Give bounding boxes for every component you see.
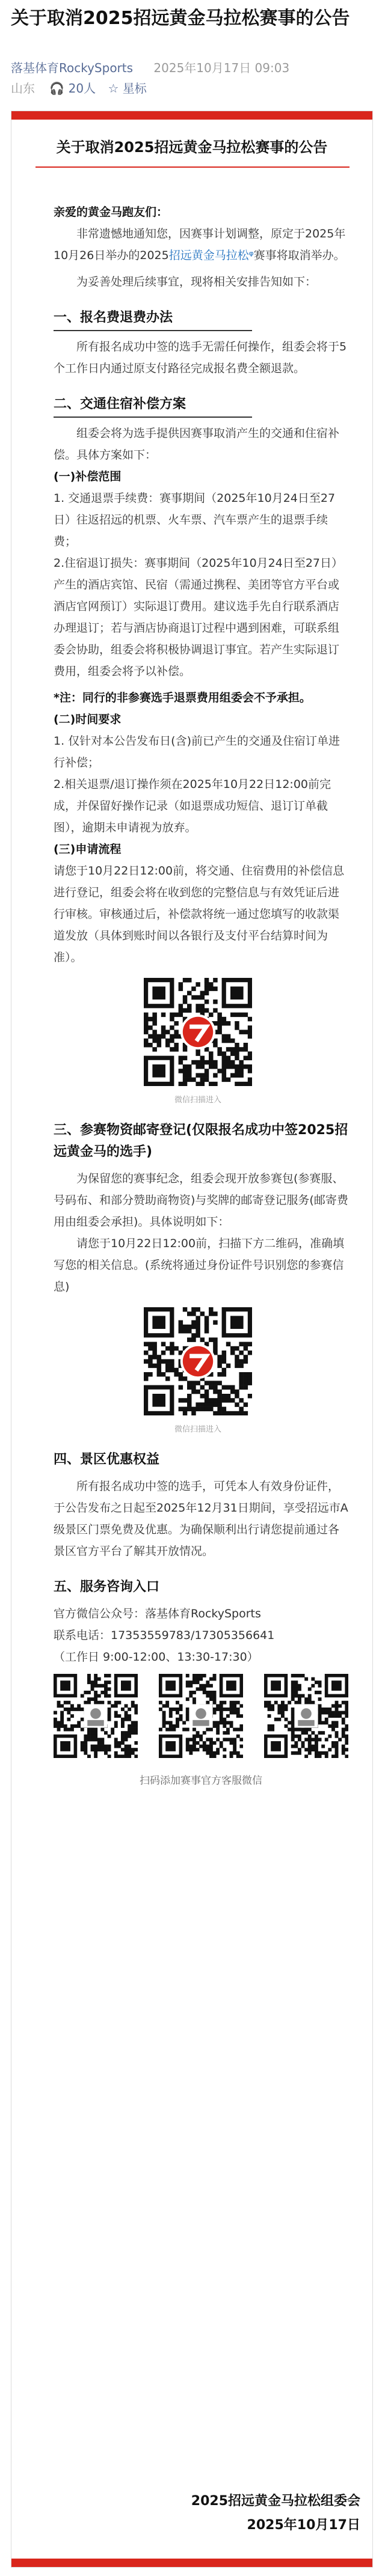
section-2-intro: 组委会将为选手提供因赛事取消产生的交通和住宿补偿。具体方案如下： — [54, 427, 340, 462]
notice-card — [11, 111, 373, 2568]
scope-heading: (一)补偿范围 — [54, 470, 122, 483]
service-qr-row — [54, 1668, 348, 1806]
search-icon: ᵠ — [248, 249, 254, 262]
location-label: 山东 — [11, 81, 35, 96]
apply-text: 请您于10月22日12:00前，将交通、住宿费用的补偿信息进行登记，组委会将在收到您的完整信息与有效凭证后进行审核。审核通过后，补偿款将统一通过您填写的收款渠道发放（具体到账时间以各银行及支付平台结算时间为准）。 — [54, 864, 345, 964]
account-name-link[interactable]: 落基体育RockySports — [11, 61, 134, 75]
notice-body — [54, 201, 348, 1806]
section-4-text: 所有报名成功中签的选手，可凭本人有效身份证件，于公告发布之日起至2025年12月31日期间，享受招远市A级景区门票免费及优惠。为确保顺利出行请您提前通过各景区官方平台了解其开放情况。 — [54, 1480, 348, 1558]
compensation-qr-code[interactable] — [144, 978, 252, 1086]
service-qr-code-3[interactable] — [264, 1674, 348, 1758]
mailing-qr-caption: 微信扫描进入 — [174, 1425, 221, 1434]
mailing-qr-block — [54, 1307, 348, 1439]
service-wechat: 官方微信公众号：落基体育RockySports — [54, 1607, 261, 1620]
headphone-icon: 🎧 — [49, 81, 65, 96]
section-5-heading: 五、服务咨询入口 — [54, 1579, 160, 1595]
service-hours: （工作日 9:00-12:00、13:30-17:30） — [54, 1650, 259, 1664]
section-1-heading: 一、报名费退费办法 — [54, 310, 173, 325]
logo-icon — [180, 1015, 215, 1049]
section-4-heading: 四、景区优惠权益 — [54, 1452, 160, 1467]
section-2-heading: 二、交通住宿补偿方案 — [54, 397, 186, 412]
qr-code-icon — [159, 1674, 243, 1758]
intro-paragraph — [54, 223, 348, 266]
qr-code-icon — [264, 1674, 348, 1758]
signature-org: 2025招远黄金马拉松组委会 — [191, 2494, 360, 2509]
article-meta-2 — [11, 81, 147, 96]
apply-heading: (三)申请流程 — [54, 843, 122, 856]
service-qr-caption: 扫码添加赛事官方客服微信 — [140, 1775, 262, 1787]
scope-note: *注：同行的非参赛选手退票费用组委会不予承担。 — [54, 691, 311, 704]
section-3-text-1: 为保留您的赛事纪念，组委会现开放参赛包(参赛服、号码布、和部分赞助商物资)与奖牌的邮寄登记服务(邮寄费用由组委会承担)。具体说明如下： — [54, 1172, 348, 1228]
avatar-icon — [294, 1704, 318, 1727]
intro-text-1: 非常遗憾地通知您，因赛事计划调整，原定于2025年10月26日举办的2025 — [54, 227, 346, 262]
avatar-icon — [189, 1704, 212, 1727]
scope-item-2: 2.住宿退订损失：赛事期间（2025年10月24日至27日）产生的酒店宾馆、民宿（需通过携程、美团等官方平台或酒店官网预订）实际退订费用。建议选手先自行联系酒店办理退订；若与酒店协商退订过程中遇到困难，可联系组委会协助，组委会将积极协调退订事宜。若产生实际退订费用，组委会将予以补偿。 — [54, 557, 343, 678]
bottom-red-band — [11, 2559, 372, 2567]
star-label: 星标 — [122, 81, 147, 96]
service-qr-code-2[interactable] — [159, 1674, 243, 1758]
mailing-qr-code[interactable] — [144, 1307, 252, 1415]
intro-text-2: 赛事将取消举办。 — [253, 249, 345, 262]
top-red-band — [11, 111, 372, 120]
section-3-heading: 三、参赛物资邮寄登记(仅限报名成功中签2025招远黄金马的选手) — [54, 1123, 348, 1159]
intro-search-link[interactable]: 招远黄金马拉松ᵠ — [168, 249, 254, 262]
time-item-1: 1. 仅针对本公告发布日(含)前已产生的交通及住宿订单进行补偿； — [54, 734, 340, 769]
star-icon: ☆ — [108, 81, 119, 96]
qr-code-icon — [144, 1307, 252, 1415]
avatar-icon — [84, 1704, 107, 1727]
listen-button[interactable] — [49, 81, 99, 96]
notice-title: 关于取消2025招远黄金马拉松赛事的公告 — [56, 139, 328, 156]
listener-count: 20人 — [68, 81, 96, 96]
title-divider — [35, 166, 350, 168]
star-button[interactable] — [108, 81, 146, 96]
logo-icon — [180, 1344, 215, 1379]
article-meta — [11, 60, 374, 76]
time-heading: (二)时间要求 — [54, 713, 122, 726]
signature-date: 2025年10月17日 — [247, 2518, 360, 2533]
compensation-qr-block — [54, 978, 348, 1110]
qr-code-icon — [144, 978, 252, 1086]
time-item-2: 2.相关退票/退订操作须在2025年10月22日12:00前完成，并保留好操作记录（如退票成功短信、退订订单截图），逾期未申请视为放弃。 — [54, 778, 331, 834]
publish-date: 2025年10月17日 09:03 — [153, 61, 290, 75]
section-3-text-2: 请您于10月22日12:00前，扫描下方二维码，准确填写您的相关信息。(系统将通过身份证件号识别您的参赛信息) — [54, 1237, 345, 1293]
service-phone: 联系电话：17353559783/17305356641 — [54, 1629, 275, 1642]
compensation-qr-caption: 微信扫描进入 — [174, 1096, 221, 1105]
greeting: 亲爱的黄金马跑友们： — [54, 206, 168, 219]
section-1-text: 所有报名成功中签的选手无需任何操作，组委会将于5个工作日内通过原支付路径完成报名费全额退款。 — [54, 340, 347, 375]
scope-item-1: 1. 交通退票手续费：赛事期间（2025年10月24日至27日）往返招远的机票、火车票、汽车票产生的退票手续费； — [54, 492, 336, 548]
service-qr-code-1[interactable] — [54, 1674, 138, 1758]
intro-paragraph-2: 为妥善处理后续事宜，现将相关安排告知如下： — [76, 275, 317, 288]
qr-code-icon — [54, 1674, 138, 1758]
article-title: 关于取消2025招远黄金马拉松赛事的公告 — [11, 8, 350, 29]
